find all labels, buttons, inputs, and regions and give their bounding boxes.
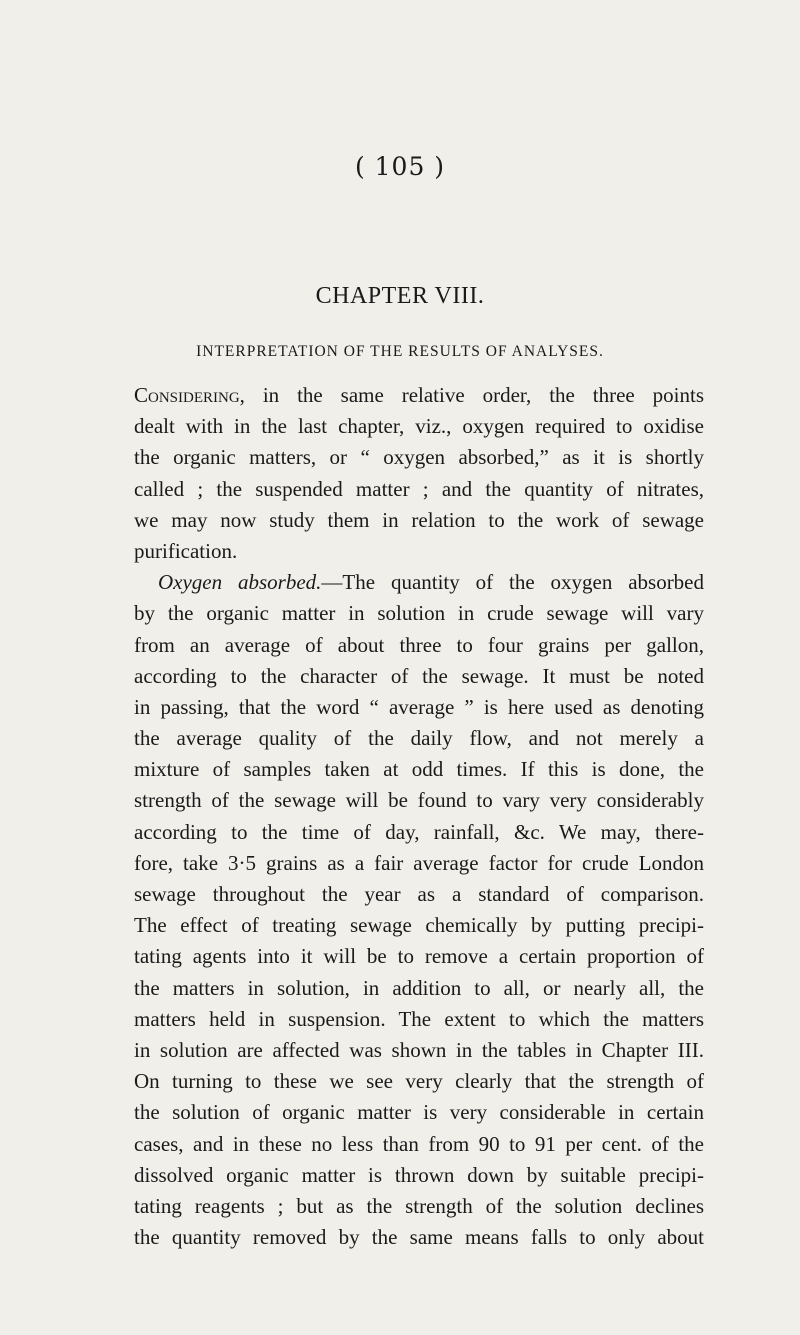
text-line: sewage throughout the year as a standard of comparison. (134, 882, 704, 906)
text-line: On turning to these we see very clearly that the strength of (134, 1069, 704, 1094)
text-line: matters held in suspension. The extent to which the matters (134, 1006, 704, 1031)
chapter-title: CHAPTER VIII. (315, 283, 485, 309)
text-line: strength of the sewage will be found to vary very considerably (134, 788, 704, 813)
text-line: Considering, in the same relative order, the three points (134, 383, 704, 407)
text-line: fore, take 3·5 grains as a fair average factor for crude London (134, 850, 704, 875)
text-line: the average quality of the daily flow, and not merely a (134, 726, 704, 751)
paragraph-lead: Oxygen absorbed. (158, 570, 322, 595)
text-line: purification. (134, 538, 238, 563)
text-line: in passing, that the word “ average ” is here used as denoting (134, 694, 704, 719)
text-line: according to the time of day, rainfall, &c. We may, there- (134, 819, 704, 844)
text-line: in solution are affected was shown in the tables in Chapter III. (134, 1037, 704, 1062)
body-text (134, 380, 704, 1253)
text-line: we may now study them in relation to the work of sewage (134, 507, 704, 532)
text-line: Oxygen absorbed.—The quantity of the oxygen absorbed (158, 570, 705, 595)
text-line: cases, and in these no less than from 90 to 91 per cent. of the (134, 1131, 704, 1156)
text-line: the quantity removed by the same means falls to only about (134, 1225, 704, 1250)
text-line: called ; the suspended matter ; and the quantity of nitrates, (134, 476, 704, 501)
page-number: ( 105 ) (354, 152, 446, 181)
text-line: the solution of organic matter is very considerable in certain (134, 1100, 704, 1125)
text-line: the organic matters, or “ oxygen absorbed,” as it is shortly (134, 445, 704, 470)
text-line: The effect of treating sewage chemically by putting precipi- (134, 913, 704, 938)
text-line: from an average of about three to four grains per gallon, (134, 632, 704, 657)
text-line: dealt with in the last chapter, viz., oxygen required to oxidise (134, 414, 704, 439)
text-line: according to the character of the sewage. It must be noted (134, 663, 704, 688)
text-line: the matters in solution, in addition to all, or nearly all, the (134, 975, 704, 1000)
text-line: tating reagents ; but as the strength of the solution declines (134, 1193, 704, 1218)
paragraph-lead: Considering, (134, 383, 245, 407)
text-line: mixture of samples taken at odd times. If this is done, the (134, 757, 704, 782)
text-line: by the organic matter in solution in crude sewage will vary (134, 601, 704, 626)
text-line: tating agents into it will be to remove a certain proportion of (134, 944, 704, 969)
text-line: dissolved organic matter is thrown down by suitable precipi- (134, 1162, 704, 1187)
chapter-subtitle: INTERPRETATION OF THE RESULTS OF ANALYSES. (196, 343, 604, 360)
